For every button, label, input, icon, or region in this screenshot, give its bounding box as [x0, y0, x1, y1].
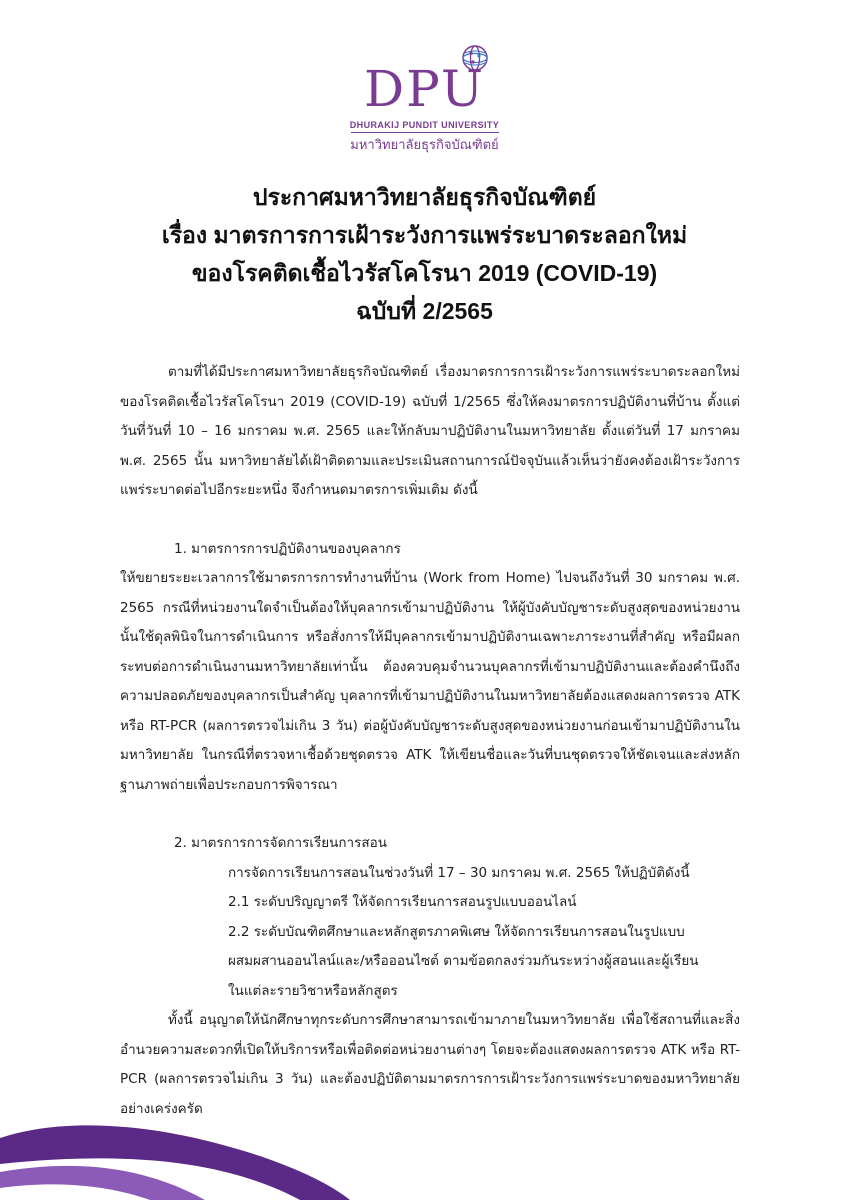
logo-name-en: DHURAKIJ PUNDIT UNIVERSITY — [349, 120, 500, 130]
title-line-3: ของโรคติดเชื้อไวรัสโคโรนา 2019 (COVID-19) — [191, 260, 658, 286]
section-2-item-2-line-2: ผสมผสานออนไลน์และ/หรือออนไซต์ ตามข้อตกลงร่วมกันระหว่างผู้สอนและผู้เรียน — [228, 953, 699, 969]
section-2-heading: 2. มาตรการการจัดการเรียนการสอน — [174, 835, 387, 851]
section-2-item-2-line-3: ในแต่ละรายวิชาหรือหลักสูตร — [228, 982, 398, 999]
section-1-body: ให้ขยายระยะเวลาการใช้มาตรการการทำงานที่บ้าน (Work from Home) ไปจนถึงวันที่ 30 มกราคม พ.ศ. 2565 กรณีที่หน่วยงานใดจำเป็นต้องให้บุคลากรเข้ามาปฏิบัติงาน ให้ผู้บังคับบัญชาระดับสูงสุดของหน่วยงานนั้นใช้ดุลพินิจในการดำเนินการ หรือสั่งการให้มีบุคลากรเข้ามาปฏิบัติงานเฉพาะภาระงานที่สำคัญ หรือมีผลกระทบต่อการดำเนินงานมหาวิทยาลัยเท่านั้น ต้องควบคุมจำนวนบุคลากรที่เข้ามาปฏิบัติงานและต้องคำนึงถึงความปลอดภัยของบุคลากรเป็นสำคัญ บุคลากรที่เข้ามาปฏิบัติงานในมหาวิทยาลัยต้องแสดงผลการตรวจ ATK หรือ RT-PCR (ผลการตรวจไม่เกิน 3 วัน) ต่อผู้บังคับบัญชาระดับสูงสุดของหน่วยงานก่อนเข้ามาปฏิบัติงานในมหาวิทยาลัย ในกรณีที่ตรวจหาเชื้อด้วยชุดตรวจ ATK ให้เขียนชื่อและวันที่บนชุดตรวจให้ชัดเจนและส่งหลักฐานภาพถ่ายเพื่อประกอบการพิจารณา — [120, 570, 740, 793]
closing-paragraph: ทั้งนี้ อนุญาตให้นักศึกษาทุกระดับการศึกษาสามารถเข้ามาภายในมหาวิทยาลัย เพื่อใช้สถานที่และสิ่งอำนวยความสะดวกที่เปิดให้บริการหรือเพื่อติดต่อหน่วยงานต่างๆ โดยจะต้องแสดงผลการตรวจ ATK หรือ RT-PCR (ผลการตรวจไม่เกิน 3 วัน) และต้องปฏิบัติตามมาตรการการเฝ้าระวังการแพร่ระบาดของมหาวิทยาลัยอย่างเคร่งครัด — [120, 1012, 740, 1117]
logo-name-th: มหาวิทยาลัยธุรกิจบัณฑิตย์ — [350, 137, 499, 152]
decorative-ribbon — [0, 1060, 849, 1200]
section-1-heading: 1. มาตรการการปฏิบัติงานของบุคลากร — [174, 540, 401, 557]
title-line-1: ประกาศมหาวิทยาลัยธุรกิจบัณฑิตย์ — [252, 184, 597, 210]
section-2-item-2-line-1: 2.2 ระดับบัณฑิตศึกษาและหลักสูตรภาคพิเศษ ให้จัดการเรียนการสอนในรูปแบบ — [228, 923, 685, 940]
section-2-lead: การจัดการเรียนการสอนในช่วงวันที่ 17 – 30 มกราคม พ.ศ. 2565 ให้ปฏิบัติดังนี้ — [228, 864, 690, 881]
logo-mark: DPU — [364, 60, 485, 118]
announcement-title — [0, 178, 849, 330]
logo-divider — [351, 132, 499, 133]
title-line-4: ฉบับที่ 2/2565 — [356, 298, 493, 324]
intro-paragraph: ตามที่ได้มีประกาศมหาวิทยาลัยธุรกิจบัณฑิตย์ เรื่องมาตรการการเฝ้าระวังการแพร่ระบาดระลอกใหม่ของโรคติดเชื้อไวรัสโคโรนา 2019 (COVID-19) ฉบับที่ 1/2565 ซึ่งให้คงมาตรการปฏิบัติงานที่บ้าน ตั้งแต่วันที่วันที่ 10 – 16 มกราคม พ.ศ. 2565 และให้กลับมาปฏิบัติงานในมหาวิทยาลัย ตั้งแต่วันที่ 17 มกราคม พ.ศ. 2565 นั้น มหาวิทยาลัยได้เฝ้าติดตามและประเมินสถานการณ์ปัจจุบันแล้วเห็นว่ายังคงต้องเฝ้าระวังการแพร่ระบาดต่อไปอีกระยะหนึ่ง จึงกำหนดมาตรการเพิ่มเติม ดังนี้ — [120, 364, 740, 498]
title-line-2: เรื่อง มาตรการการเฝ้าระวังการแพร่ระบาดระลอกใหม่ — [161, 222, 688, 248]
dpu-logo — [0, 40, 849, 156]
announcement-body — [120, 358, 740, 1124]
section-2-item-1: 2.1 ระดับปริญญาตรี ให้จัดการเรียนการสอนรูปแบบออนไลน์ — [228, 894, 577, 910]
